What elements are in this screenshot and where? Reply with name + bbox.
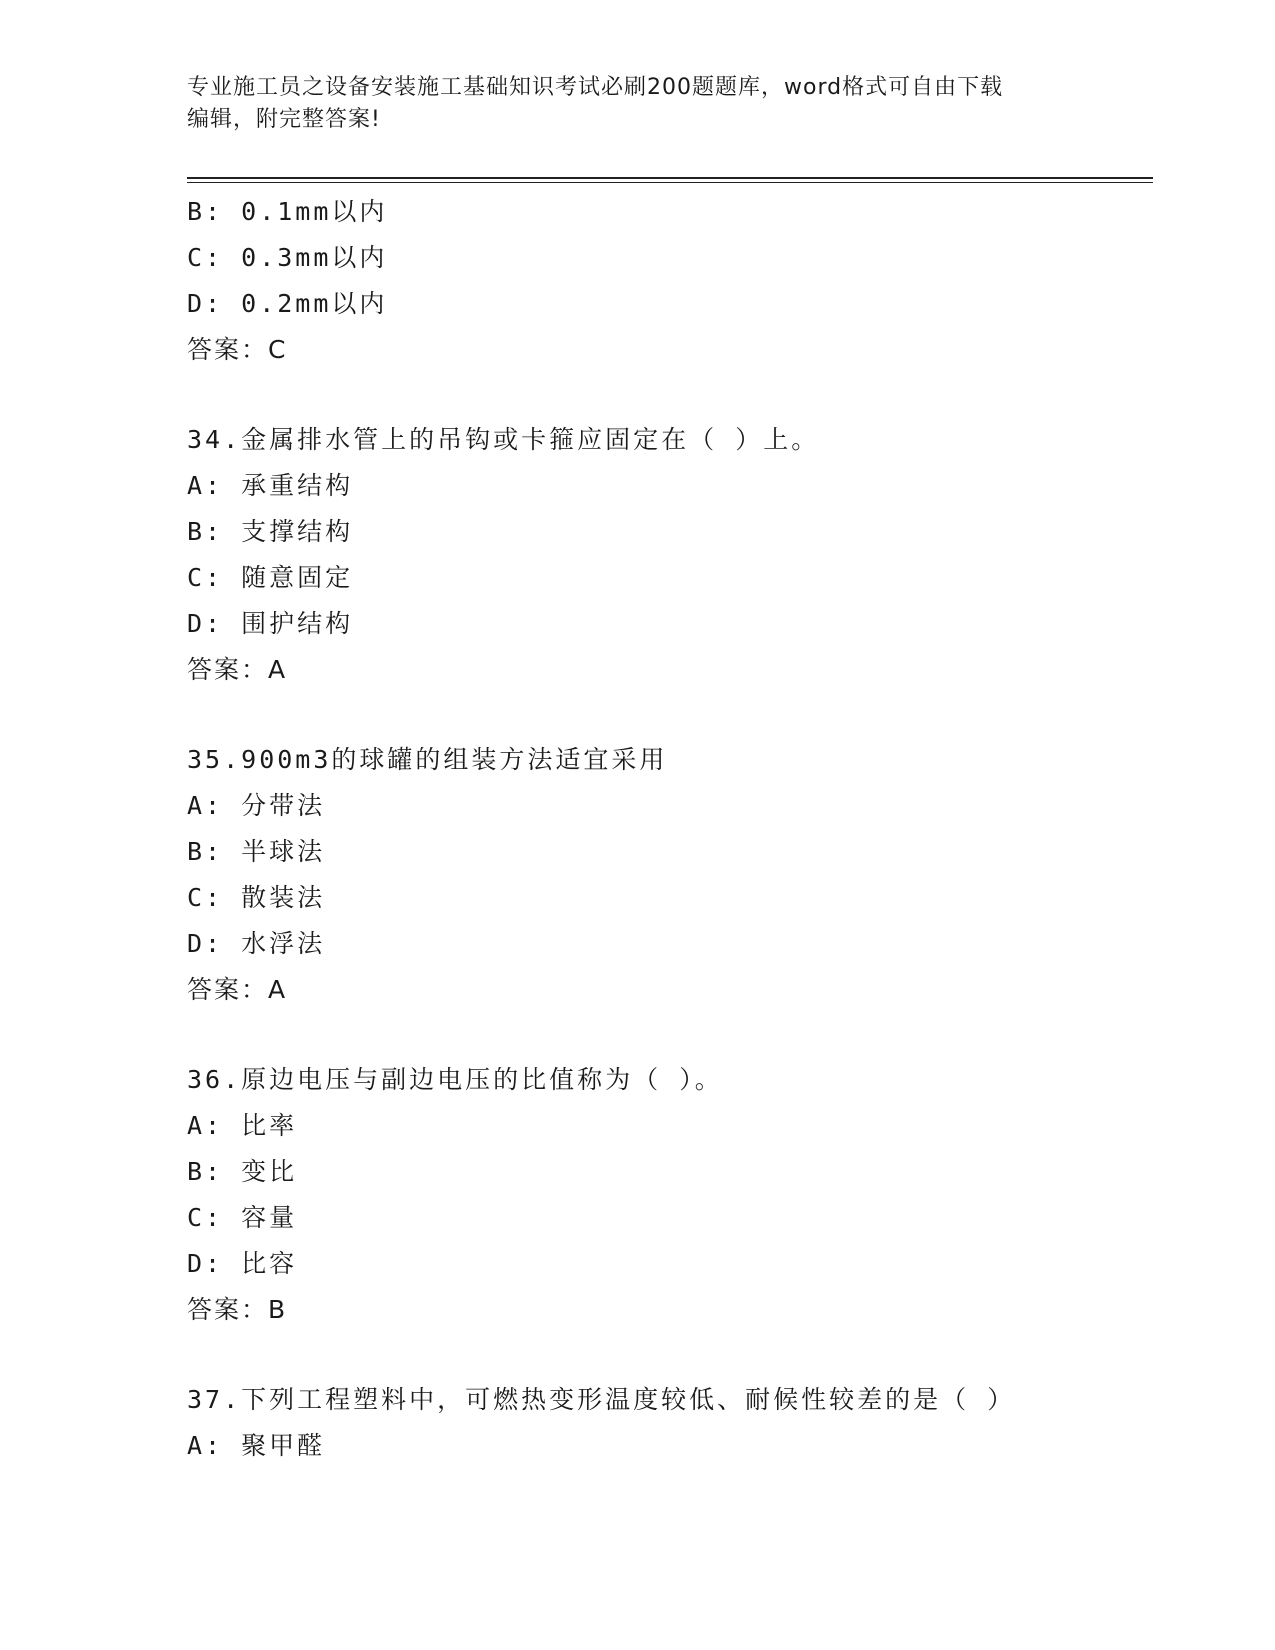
spacer [187, 373, 1153, 417]
option-c: C: 随意固定 [187, 563, 354, 592]
question-text: 34.金属排水管上的吊钩或卡箍应固定在（ ）上。 [187, 425, 820, 454]
option-d: D: 围护结构 [187, 609, 354, 638]
option-b: B: 0.1mm以内 [187, 197, 388, 226]
spacer [187, 1333, 1153, 1377]
question-37 [187, 1377, 1153, 1469]
option-a: A: 聚甲醛 [187, 1431, 326, 1460]
answer-line: 答案：A [187, 655, 288, 684]
option-c: C: 散装法 [187, 883, 326, 912]
option-b: B: 半球法 [187, 837, 326, 866]
document-header [187, 72, 1067, 136]
question-text: 37.下列工程塑料中，可燃热变形温度较低、耐候性较差的是（ ） [187, 1385, 1016, 1414]
option-b: B: 变比 [187, 1157, 298, 1186]
spacer [187, 1013, 1153, 1057]
option-b: B: 支撑结构 [187, 517, 354, 546]
option-d: D: 比容 [187, 1249, 298, 1278]
answer-line: 答案：B [187, 1295, 288, 1324]
answer-line: 答案：A [187, 975, 288, 1004]
question-36 [187, 1057, 1153, 1333]
question-33-tail [187, 189, 1153, 373]
question-list [187, 189, 1153, 1469]
question-34 [187, 417, 1153, 693]
option-c: C: 0.3mm以内 [187, 243, 388, 272]
option-a: A: 承重结构 [187, 471, 354, 500]
header-title-line-1: 专业施工员之设备安装施工基础知识考试必刷200题题库，word格式可自由下载 [187, 75, 1004, 100]
question-35 [187, 737, 1153, 1013]
option-a: A: 比率 [187, 1111, 298, 1140]
header-title-line-2: 编辑，附完整答案! [187, 107, 381, 132]
option-d: D: 水浮法 [187, 929, 326, 958]
option-a: A: 分带法 [187, 791, 326, 820]
header-divider-thick [187, 177, 1153, 179]
header-divider-thin [187, 182, 1153, 183]
question-text: 36.原边电压与副边电压的比值称为（ ）。 [187, 1065, 723, 1094]
option-d: D: 0.2mm以内 [187, 289, 388, 318]
spacer [187, 693, 1153, 737]
option-c: C: 容量 [187, 1203, 298, 1232]
answer-line: 答案：C [187, 335, 288, 364]
question-text: 35.900m3的球罐的组装方法适宜采用 [187, 745, 668, 774]
